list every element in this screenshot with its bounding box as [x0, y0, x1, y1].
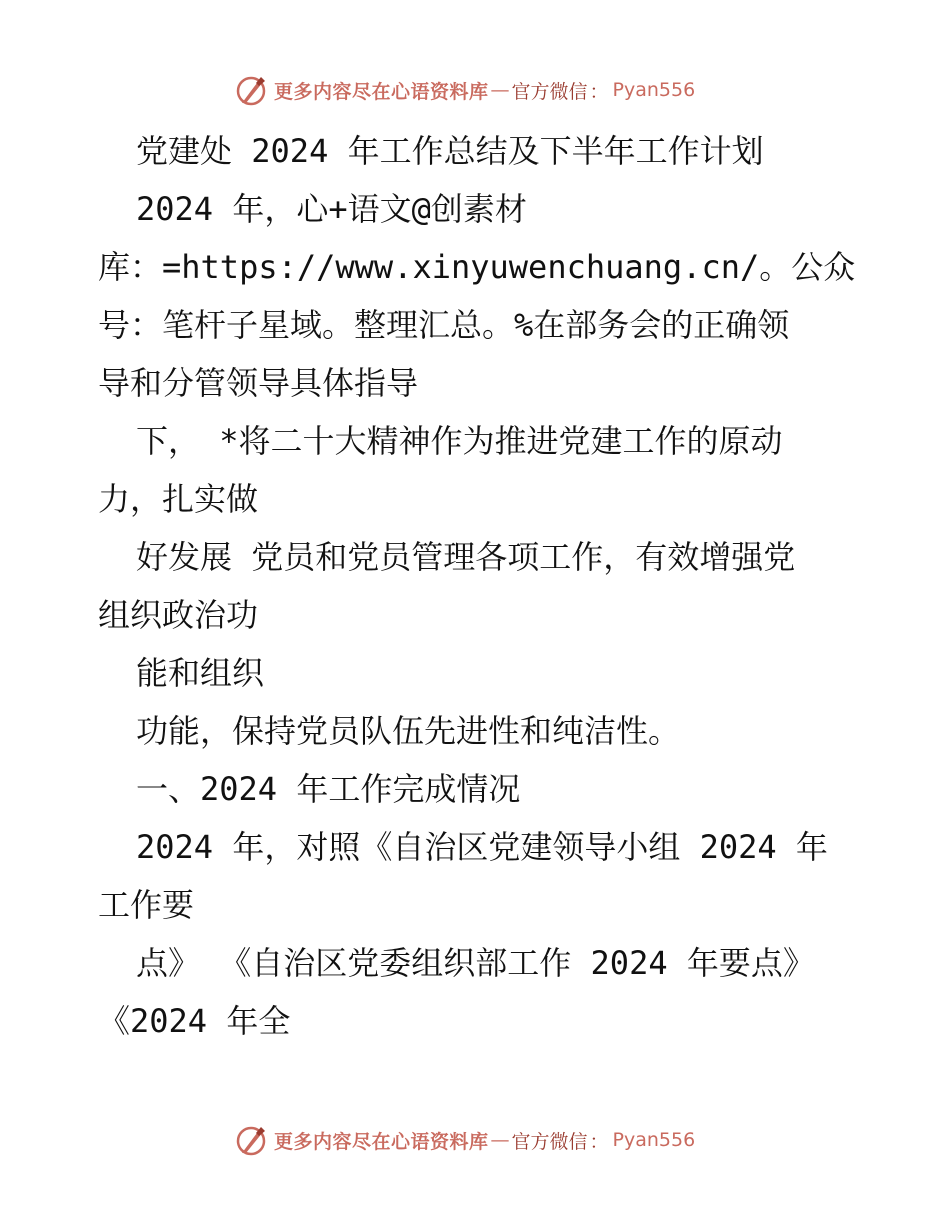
- watermark-dash: —: [490, 1129, 510, 1151]
- watermark-id: Pyan556: [612, 79, 696, 101]
- text-line: 2024 年，对照《自治区党建领导小组 2024 年: [136, 828, 828, 866]
- watermark-id: Pyan556: [612, 1129, 696, 1151]
- watermark-colon: ：: [589, 80, 609, 103]
- text-line: 力，扎实做: [98, 480, 259, 518]
- quill-pen-logo-icon: [234, 1123, 268, 1157]
- text-line: 导和分管领导具体指导: [98, 364, 419, 402]
- text-line: 点》 《自治区党委组织部工作 2024 年要点》: [136, 944, 815, 982]
- document-body: [98, 122, 856, 1050]
- watermark-footer: [234, 1122, 714, 1158]
- text-line: 2024 年，心+语文@创素材: [136, 190, 527, 228]
- watermark-header: [234, 72, 714, 108]
- quill-pen-logo-icon: [234, 73, 268, 107]
- watermark-sub-text: 官方微信: [511, 1130, 588, 1153]
- text-line: 《2024 年全: [98, 1002, 291, 1040]
- document-title: 党建处 2024 年工作总结及下半年工作计划: [136, 132, 764, 170]
- text-line: 好发展 党员和党员管理各项工作，有效增强党: [136, 538, 796, 576]
- section-heading: 一、2024 年工作完成情况: [136, 770, 521, 808]
- text-line: 组织政治功: [98, 596, 259, 634]
- watermark-dash: —: [490, 79, 510, 101]
- watermark-sub-text: 官方微信: [511, 80, 588, 103]
- watermark-colon: ：: [589, 1130, 609, 1153]
- text-line: 功能，保持党员队伍先进性和纯洁性。: [136, 712, 681, 750]
- text-line: 工作要: [98, 886, 195, 924]
- watermark-main-text: 更多内容尽在心语资料库: [274, 80, 489, 103]
- text-line: 库：=https://www.xinyuwenchuang.cn/。公众: [98, 248, 856, 286]
- text-line: 号：笔杆子星域。整理汇总。%在部务会的正确领: [98, 306, 790, 344]
- text-line: 能和组织: [136, 654, 265, 692]
- watermark-main-text: 更多内容尽在心语资料库: [274, 1130, 489, 1153]
- text-line: 下， *将二十大精神作为推进党建工作的原动: [136, 422, 783, 460]
